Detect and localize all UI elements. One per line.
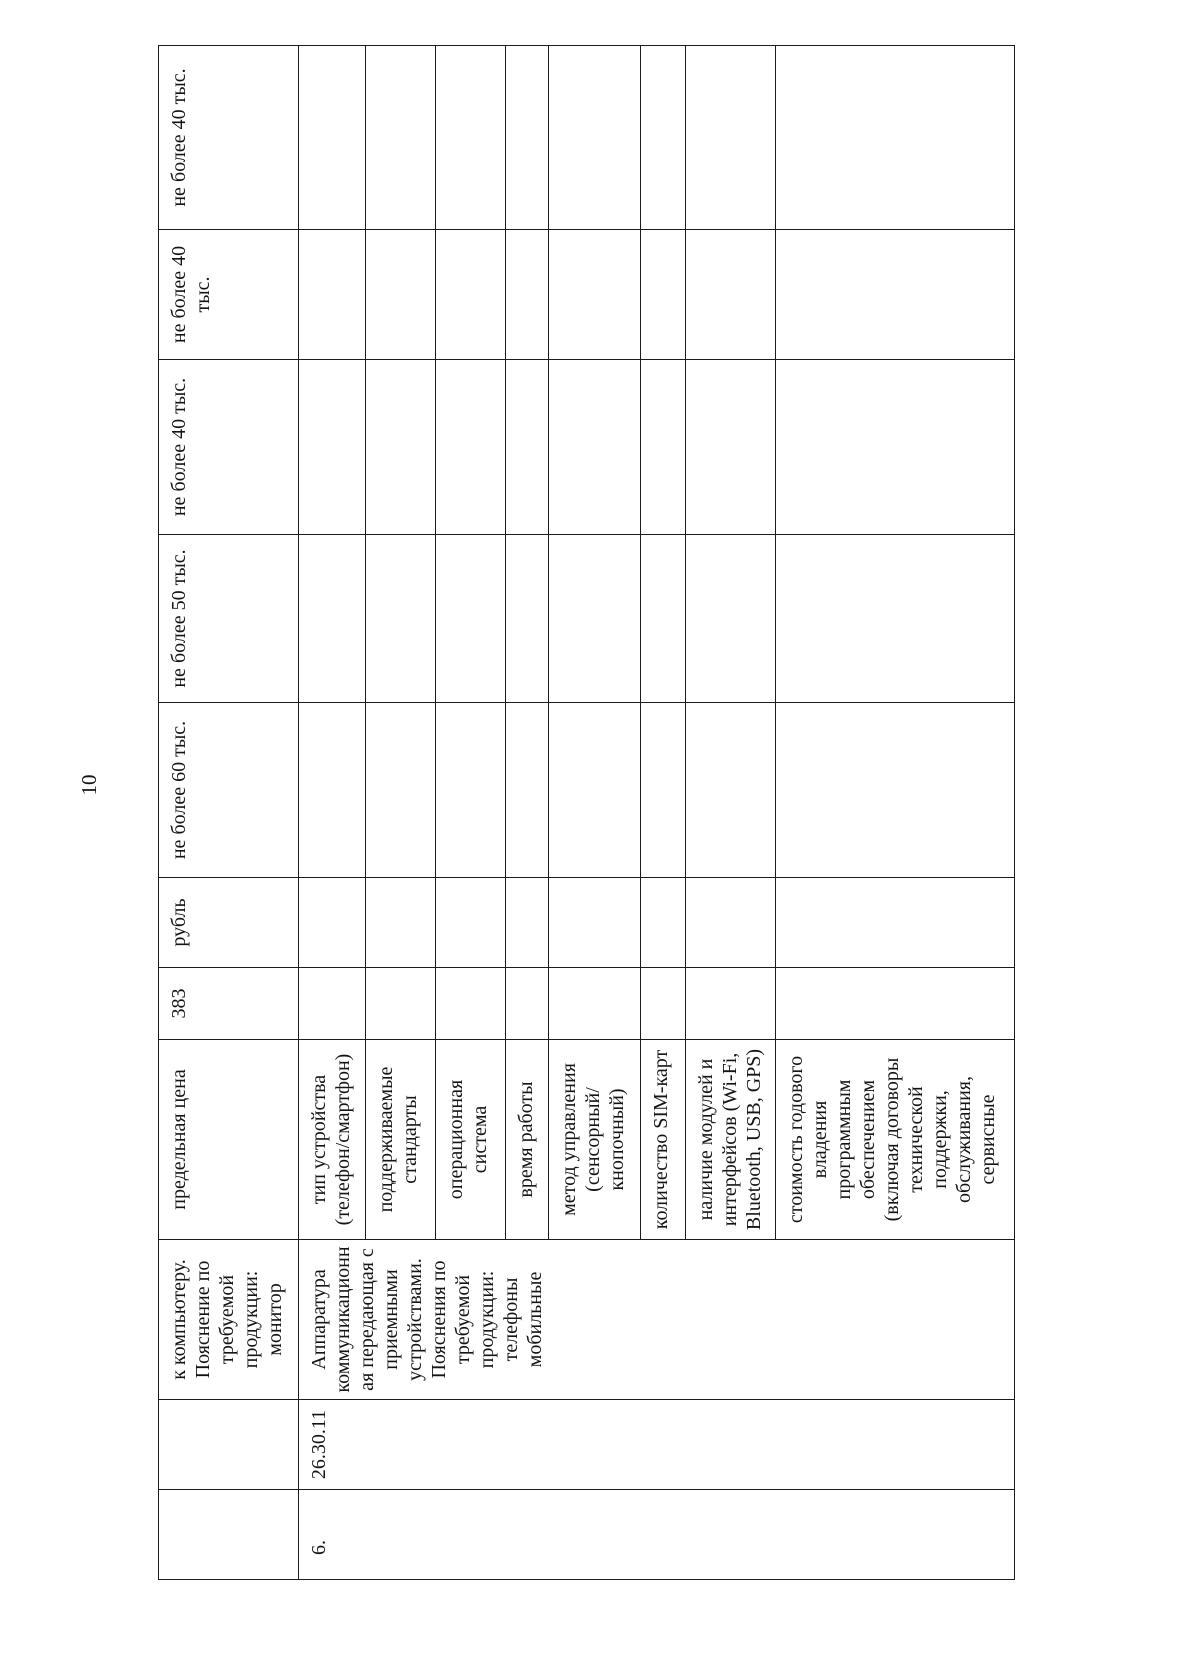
table-cell-empty	[366, 968, 435, 1039]
table-cell-empty	[506, 230, 548, 359]
table-cell-empty	[776, 360, 1014, 534]
table-cell-value: не более 60 тыс.	[159, 703, 298, 877]
table-cell-value: не более 40 тыс.	[159, 46, 298, 229]
table-cell-characteristic: метод управления (сенсорный/кнопочный)	[549, 1040, 640, 1239]
table-cell-empty	[686, 46, 775, 229]
table-cell-empty	[776, 968, 1014, 1039]
table-cell-empty	[506, 968, 548, 1039]
table-cell-empty	[641, 878, 685, 967]
table-cell-empty	[299, 703, 365, 877]
table-cell-empty	[299, 535, 365, 702]
table-cell-empty	[436, 535, 505, 702]
table-cell-empty	[641, 535, 685, 702]
table-cell-unit-code: 383	[159, 968, 298, 1039]
specification-table	[158, 45, 1015, 1580]
table-cell-number: 6.	[299, 1490, 1014, 1579]
table-cell-value: не более 40 тыс.	[159, 360, 298, 534]
table-cell-characteristic: количество SIM-карт	[641, 1040, 685, 1239]
table-cell-empty	[299, 360, 365, 534]
table-cell-empty	[776, 703, 1014, 877]
table-cell-characteristic: стоимость годового владения программным обеспечением (включая договоры технической поддержки, обслуживания, сервисные	[776, 1040, 1014, 1239]
table-cell-empty	[299, 230, 365, 359]
table-cell-empty	[366, 535, 435, 702]
table-cell-empty	[549, 703, 640, 877]
table-cell-empty	[366, 46, 435, 229]
table-cell-characteristic: тип устройства (телефон/смартфон)	[299, 1040, 365, 1239]
table-cell-empty	[641, 230, 685, 359]
table-cell-empty	[436, 703, 505, 877]
table-cell-empty	[686, 703, 775, 877]
table-cell-empty	[436, 230, 505, 359]
table-cell-empty	[776, 878, 1014, 967]
table-cell-empty	[506, 360, 548, 534]
table-cell-empty	[436, 968, 505, 1039]
table-cell-empty	[506, 535, 548, 702]
table-cell-empty	[366, 360, 435, 534]
table-cell-empty	[641, 968, 685, 1039]
table-cell-empty	[366, 878, 435, 967]
table-cell-empty	[686, 360, 775, 534]
table-cell-characteristic: предельная цена	[159, 1040, 298, 1239]
page-number: 10	[77, 774, 101, 796]
table-cell-characteristic: наличие модулей и интерфейсов (Wi-Fi, Bluetooth, USB, GPS)	[686, 1040, 775, 1239]
table-cell-empty	[641, 46, 685, 229]
table-cell-empty	[641, 703, 685, 877]
table-cell-empty	[299, 968, 365, 1039]
table-cell-code	[159, 1400, 298, 1489]
table-cell-empty	[641, 360, 685, 534]
table-cell-empty	[549, 968, 640, 1039]
table-cell-empty	[686, 878, 775, 967]
table-cell-empty	[686, 230, 775, 359]
table-cell-empty	[436, 360, 505, 534]
table-cell-empty	[366, 230, 435, 359]
table-cell-empty	[506, 878, 548, 967]
table-cell-empty	[436, 46, 505, 229]
table-cell-empty	[366, 703, 435, 877]
table-cell-product-name: к компьютеру. Пояснение по требуемой продукции: монитор	[159, 1240, 298, 1399]
table-cell-empty	[776, 230, 1014, 359]
table-cell-empty	[776, 46, 1014, 229]
table-cell-unit-name: рубль	[159, 878, 298, 967]
table-cell-characteristic: операционная система	[436, 1040, 505, 1239]
table-cell-code: 26.30.11	[299, 1400, 1014, 1489]
table-cell-empty	[549, 360, 640, 534]
table-cell-empty	[549, 535, 640, 702]
table-cell-characteristic: поддерживаемые стандарты	[366, 1040, 435, 1239]
table-cell-empty	[436, 878, 505, 967]
table-cell-number	[159, 1490, 298, 1579]
table-cell-value: не более 50 тыс.	[159, 535, 298, 702]
table-cell-product-name: Аппаратура коммуникационная передающая с приемными устройствами. Пояснения по требуемой продукции: телефоны мобильные	[299, 1240, 1014, 1399]
table-cell-empty	[549, 878, 640, 967]
table-cell-empty	[506, 703, 548, 877]
table-cell-characteristic: время работы	[506, 1040, 548, 1239]
table-cell-empty	[686, 968, 775, 1039]
table-cell-empty	[776, 535, 1014, 702]
table-cell-empty	[549, 46, 640, 229]
table-cell-empty	[549, 230, 640, 359]
table-cell-empty	[686, 535, 775, 702]
table-cell-empty	[299, 46, 365, 229]
table-cell-empty	[299, 878, 365, 967]
table-cell-empty	[506, 46, 548, 229]
table-cell-value: не более 40 тыс.	[159, 230, 298, 359]
